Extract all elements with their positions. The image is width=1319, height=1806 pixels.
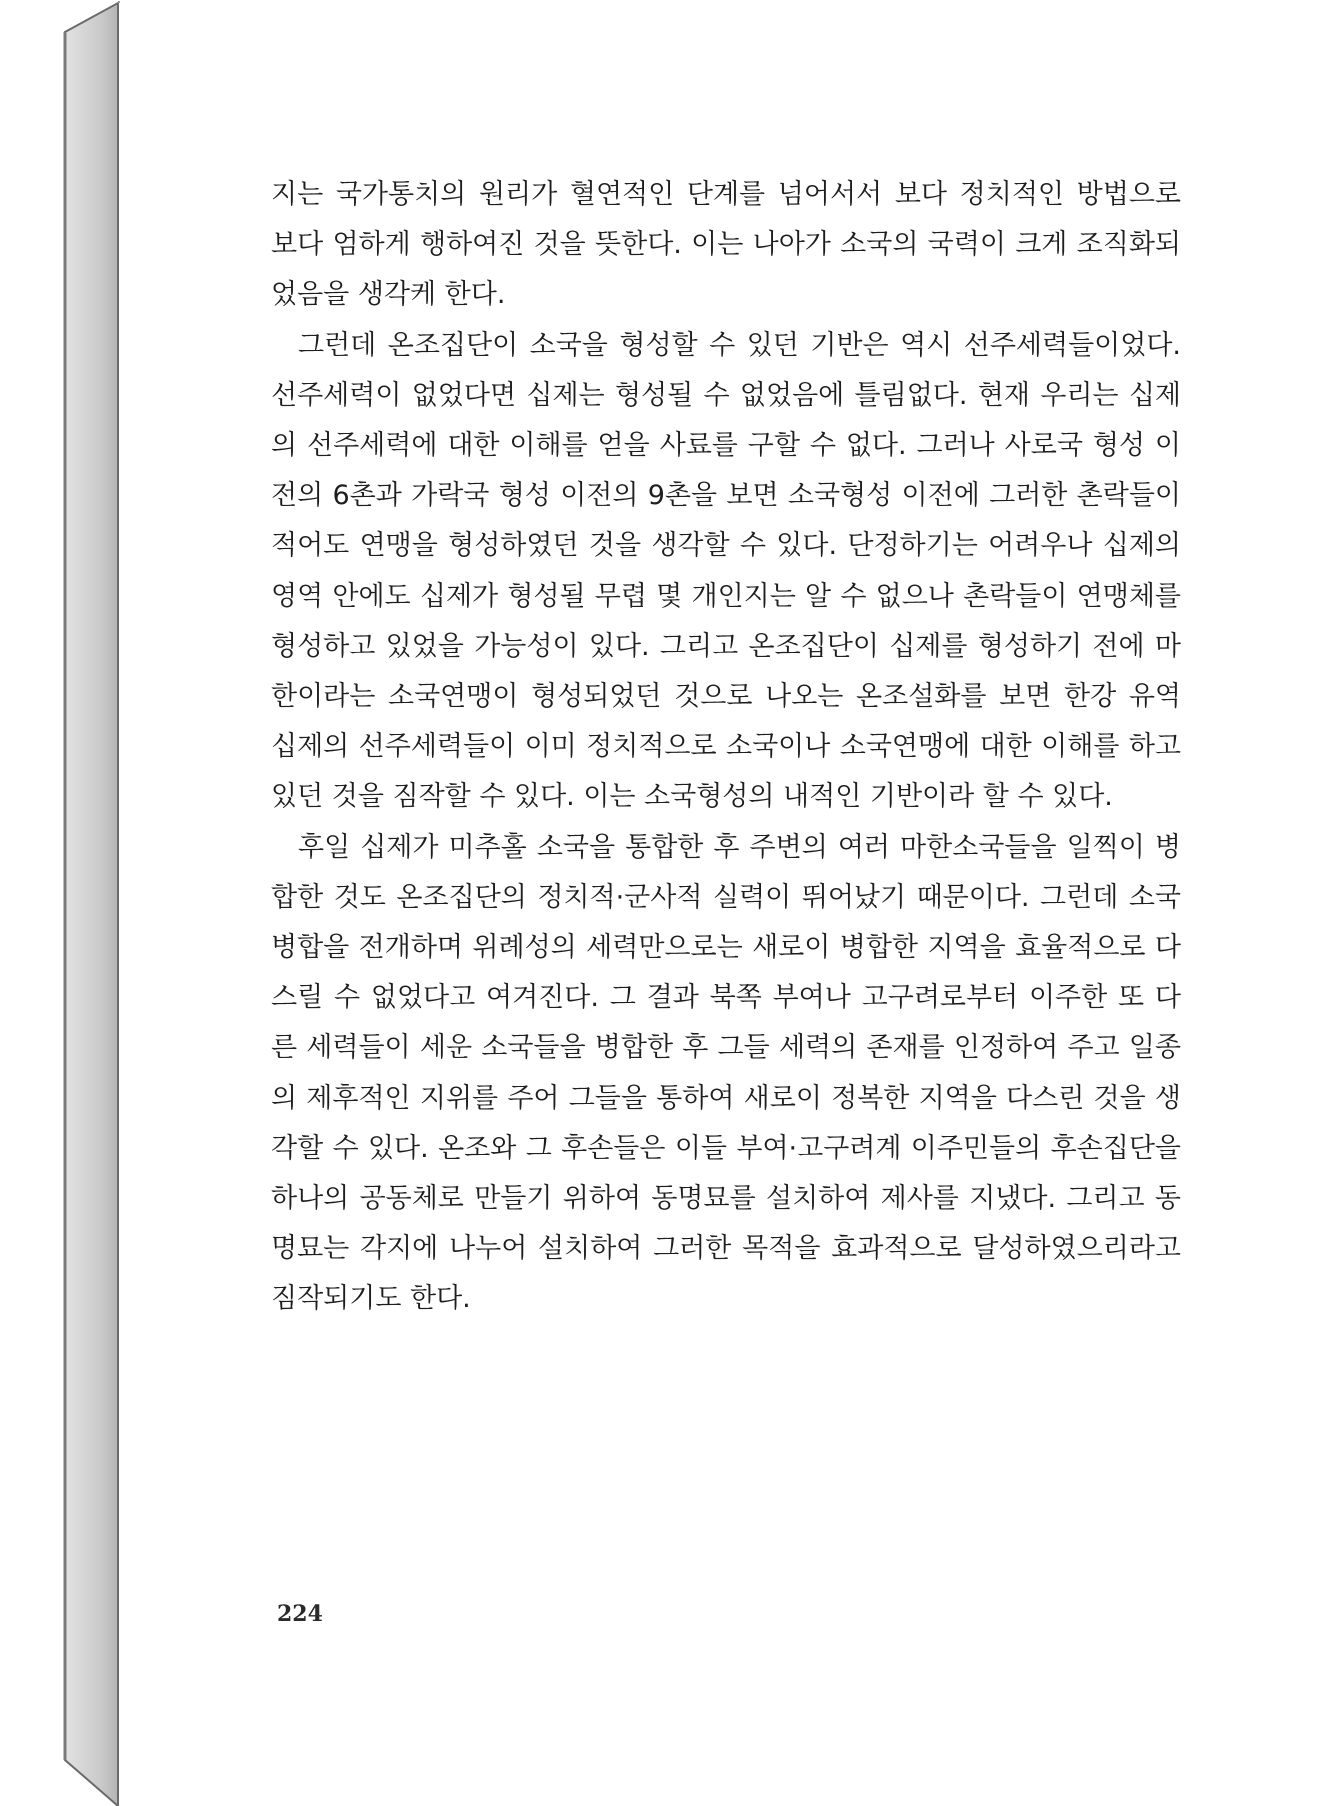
paragraph: 그런데 온조집단이 소국을 형성할 수 있던 기반은 역시 선주세력들이었다. 선주세력이 없었다면 십제는 형성될 수 없었음에 틀림없다. 현재 우리는 십제의 선주세력에 대한 이해를 얻을 사료를 구할 수 없다. 그러나 사로국 형성 이전의 6촌과 가락국 형성 이전의 9촌을 보면 소국형성 이전에 그러한 촌락들이 적어도 연맹을 형성하였던 것을 생각할 수 있다. 단정하기는 어려우나 십제의 영역 안에도 십제가 형성될 무렵 몇 개인지는 알 수 없으나 촌락들이 연맹체를 형성하고 있었을 가능성이 있다. 그리고 온조집단이 십제를 형성하기 전에 마한이라는 소국연맹이 형성되었던 것으로 나오는 온조설화를 보면 한강 유역 십제의 선주세력들이 이미 정치적으로 소국이나 소국연맹에 대한 이해를 하고 있던 것을 짐작할 수 있다. 이는 소국형성의 내적인 기반이라 할 수 있다. [271, 329, 1181, 813]
paragraph: 지는 국가통치의 원리가 혈연적인 단계를 넘어서서 보다 정치적인 방법으로 보다 엄하게 행하여진 것을 뜻한다. 이는 나아가 소국의 국력이 크게 조직화되었음을 생각케 한다. [271, 179, 1181, 311]
paragraph: 후일 십제가 미추홀 소국을 통합한 후 주변의 여러 마한소국들을 일찍이 병합한 것도 온조집단의 정치적·군사적 실력이 뛰어났기 때문이다. 그런데 소국 병합을 전개하며 위례성의 세력만으로는 새로이 병합한 지역을 효율적으로 다스릴 수 없었다고 여겨진다. 그 결과 북쪽 부여나 고구려로부터 이주한 또 다른 세력들이 세운 소국들을 병합한 후 그들 세력의 존재를 인정하여 주고 일종의 제후적인 지위를 주어 그들을 통하여 새로이 정복한 지역을 다스린 것을 생각할 수 있다. 온조와 그 후손들은 이들 부여·고구려계 이주민들의 후손집단을 하나의 공동체로 만들기 위하여 동명묘를 설치하여 제사를 지냈다. 그리고 동명묘는 각지에 나누어 설치하여 그러한 목적을 효과적으로 달성하였으리라고 짐작되기도 한다. [271, 831, 1181, 1315]
page-number: 224 [277, 1601, 323, 1627]
body-text [271, 170, 1181, 1325]
